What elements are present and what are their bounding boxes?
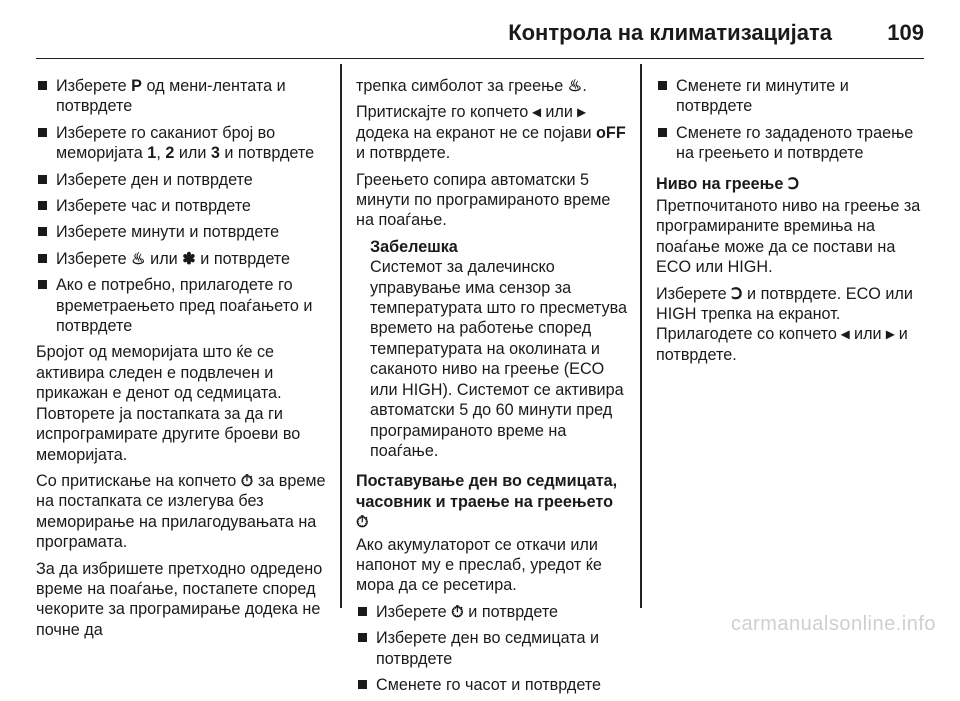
page-number: 109 bbox=[887, 20, 924, 45]
right-arrow-icon: ▸ bbox=[577, 103, 586, 122]
section-title: Ниво на греење Ↄ bbox=[656, 174, 800, 193]
note-box bbox=[356, 237, 628, 461]
column-2 bbox=[356, 76, 628, 701]
paragraph: Притискајте го копчето ◂ или ▸ додека на екранот не се појави oFF и потврдете. bbox=[356, 103, 626, 163]
bullet-icon bbox=[38, 81, 47, 90]
eco-icon: Ↄ bbox=[787, 174, 800, 193]
seat-heat-icon: ♨ bbox=[567, 77, 583, 95]
column-divider bbox=[340, 64, 342, 608]
left-arrow-icon: ◂ bbox=[532, 103, 541, 122]
bullet-icon bbox=[38, 280, 47, 289]
list-item: Изберете час и потврдете bbox=[36, 196, 326, 216]
list-item: Изберете го саканиот број во меморијата 1, 2 или 3 и потврдете bbox=[36, 123, 326, 164]
paragraph: Со притискање на копчето ⏱ за време на постапката се излегува без меморирање на прилагодувањата на програмата. bbox=[36, 471, 326, 552]
list-item: Изберете минути и потврдете bbox=[36, 222, 326, 242]
list-item: Изберете ⏱ и потврдете bbox=[356, 602, 628, 622]
bullet-icon bbox=[38, 128, 47, 137]
bullet-icon bbox=[38, 227, 47, 236]
clock-icon: ⏱ bbox=[240, 471, 254, 490]
note-text: Системот за далечинско управување има сензор за температурата што го пресметува времето на работење според температурата на околината и саканото ниво на греење (ECO или HIGH). Системот се активира автоматски 5 до 60 минути пред програмираното време на поаѓање. bbox=[370, 258, 628, 460]
eco-icon: Ↄ bbox=[731, 284, 743, 303]
list-item: Ако е потребно, прилагодете го времетраењето пред поаѓањето и потврдете bbox=[36, 275, 326, 336]
column-1 bbox=[36, 76, 326, 646]
bullet-icon bbox=[358, 680, 367, 689]
paragraph: Бројот од меморијата што ќе се активира следен е подвлечен и прикажан е денот од седмицата. Повторете ја постапката за да ги испрограмирате другите броеви во меморијата. bbox=[36, 343, 301, 464]
paragraph: Претпочитаното ниво на греење за програмираните времиња на поаѓање може да се постави на ECO или HIGH. bbox=[656, 197, 921, 277]
watermark: carmanualsonline.info bbox=[730, 613, 936, 635]
bullet-icon bbox=[38, 254, 47, 263]
list-item: Сменете го часот и потврдете bbox=[356, 675, 628, 695]
bullet-icon bbox=[658, 128, 667, 137]
list-item: Изберете ден во седмицата и потврдете bbox=[356, 628, 628, 669]
right-arrow-icon: ▸ bbox=[886, 325, 895, 344]
menu-bar-p: P bbox=[131, 77, 142, 95]
column-divider bbox=[640, 64, 642, 608]
bullet-icon bbox=[658, 81, 667, 90]
section-title: Поставување ден во седмицата, часовник и траење на греењето ⏱ bbox=[356, 472, 618, 532]
list-item: Сменете ги минутите и потврдете bbox=[656, 76, 928, 117]
paragraph: Ако акумулаторот се откачи или напонот му е преслаб, уредот ќе мора да се ресетира. bbox=[356, 535, 602, 595]
paragraph: За да избришете претходно одредено време на поаѓање, постапете според чекорите за програмирање додека не почне да bbox=[36, 559, 323, 639]
list-item: Изберете ♨ или ✽ и потврдете bbox=[36, 249, 326, 269]
left-arrow-icon: ◂ bbox=[841, 325, 850, 344]
paragraph: трепка симболот за греење ♨. bbox=[356, 77, 587, 95]
seat-heat-icon: ♨ bbox=[131, 249, 146, 268]
bullet-icon bbox=[38, 175, 47, 184]
bullet-icon bbox=[38, 201, 47, 210]
column-3 bbox=[656, 76, 928, 371]
clock-icon: ⏱ bbox=[356, 513, 369, 532]
page-header bbox=[36, 14, 924, 59]
paragraph: Греењето сопира автоматски 5 минути по програмираното време на поаѓање. bbox=[356, 170, 611, 230]
bullet-icon bbox=[358, 607, 367, 616]
note-title: Забелешка bbox=[370, 237, 458, 256]
list-item: Изберете ден и потврдете bbox=[36, 170, 326, 190]
ac-fan-icon: ✽ bbox=[182, 249, 196, 268]
bullet-icon bbox=[358, 633, 367, 642]
list-item: Изберете P од мени-лентата и потврдете bbox=[36, 76, 326, 117]
paragraph: Изберете Ↄ и потврдете. ECO или HIGH трепка на екранот. Прилагодете со копчето ◂ или ▸ и потврдете. bbox=[656, 284, 913, 364]
header-title: Контрола на климатизацијата bbox=[508, 20, 832, 45]
clock-icon: ⏱ bbox=[451, 602, 464, 621]
list-item: Сменете го зададеното траење на греењето и потврдете bbox=[656, 123, 928, 164]
